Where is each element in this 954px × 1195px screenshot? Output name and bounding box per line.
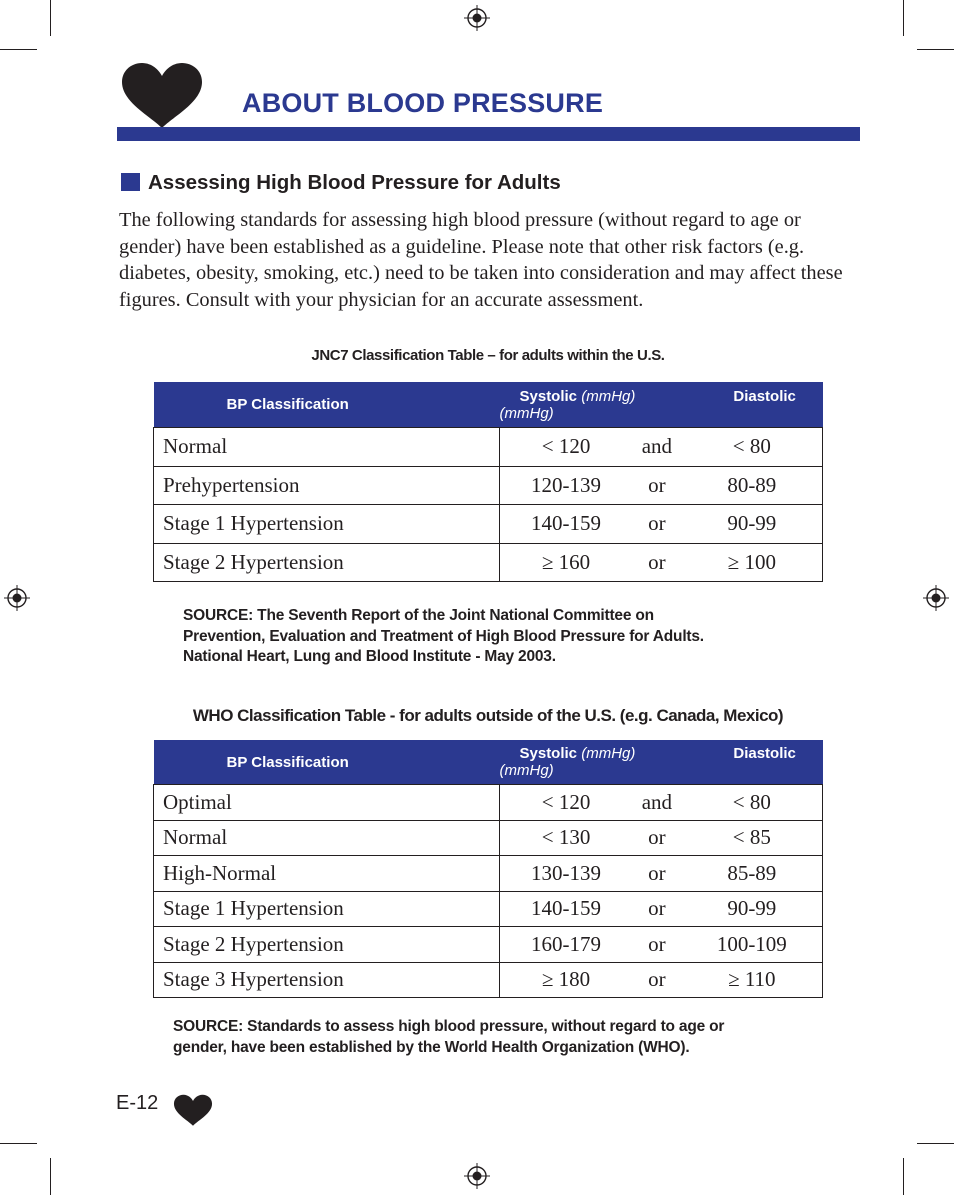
table-header-row bbox=[154, 740, 823, 785]
header-systolic-unit: (mmHg) bbox=[581, 745, 636, 762]
cell-classification: High-Normal bbox=[154, 856, 500, 892]
cell-conjunction: or bbox=[648, 860, 666, 885]
cell-values bbox=[500, 466, 823, 505]
table-row bbox=[154, 820, 823, 856]
cell-diastolic: < 85 bbox=[732, 825, 771, 850]
cell-diastolic: ≥ 100 bbox=[727, 549, 776, 574]
header-values bbox=[500, 740, 823, 785]
cell-values bbox=[500, 820, 823, 856]
crop-mark bbox=[903, 1158, 904, 1195]
jnc7-table-caption: JNC7 Classification Table – for adults within the U.S. bbox=[311, 347, 665, 364]
cell-values bbox=[500, 543, 823, 582]
crop-mark bbox=[0, 49, 37, 50]
header-diastolic-unit: (mmHg) bbox=[499, 404, 554, 422]
cell-conjunction: and bbox=[641, 789, 673, 814]
registration-mark-icon bbox=[923, 585, 949, 611]
header-systolic-unit: (mmHg) bbox=[581, 387, 636, 405]
crop-mark bbox=[903, 0, 904, 36]
header-systolic: Systolic bbox=[519, 387, 578, 405]
cell-conjunction: or bbox=[648, 896, 666, 921]
table-row bbox=[154, 962, 823, 998]
table-header-row bbox=[154, 382, 823, 428]
table-row bbox=[154, 466, 823, 505]
crop-mark bbox=[50, 1158, 51, 1195]
header-bp-classification: BP Classification bbox=[154, 740, 500, 785]
table-row bbox=[154, 856, 823, 892]
cell-conjunction: or bbox=[648, 967, 666, 992]
cell-classification: Normal bbox=[154, 428, 500, 467]
cell-values bbox=[500, 428, 823, 467]
cell-diastolic: < 80 bbox=[732, 434, 771, 459]
crop-mark bbox=[0, 1143, 37, 1144]
cell-diastolic: ≥ 110 bbox=[728, 967, 776, 992]
heart-icon bbox=[120, 62, 204, 128]
registration-mark-icon bbox=[464, 5, 490, 31]
cell-values bbox=[500, 785, 823, 821]
cell-classification: Stage 2 Hypertension bbox=[154, 927, 500, 963]
cell-systolic: 140-159 bbox=[531, 511, 602, 536]
page-number: E-12 bbox=[116, 1092, 159, 1114]
cell-systolic: < 120 bbox=[541, 789, 591, 814]
cell-conjunction: or bbox=[648, 549, 666, 574]
cell-conjunction: or bbox=[648, 931, 666, 956]
registration-mark-icon bbox=[4, 585, 30, 611]
cell-classification: Stage 2 Hypertension bbox=[154, 543, 500, 582]
cell-classification: Normal bbox=[154, 820, 500, 856]
cell-systolic: ≥ 180 bbox=[541, 967, 591, 992]
cell-classification: Stage 1 Hypertension bbox=[154, 505, 500, 544]
header-bp-classification: BP Classification bbox=[154, 382, 500, 428]
cell-conjunction: or bbox=[648, 472, 666, 497]
page-title: ABOUT BLOOD PRESSURE bbox=[242, 88, 604, 118]
who-classification-table bbox=[153, 740, 823, 998]
title-rule bbox=[117, 127, 860, 141]
heart-icon bbox=[173, 1094, 213, 1126]
table-row bbox=[154, 785, 823, 821]
crop-mark bbox=[917, 49, 954, 50]
jnc7-source-note: SOURCE: The Seventh Report of the Joint National Committee on Prevention, Evaluation and Treatment of High Blood Pressure for Adults. National Heart, Lung and Blood Institute - May 2003. bbox=[183, 607, 704, 665]
jnc7-classification-table bbox=[153, 382, 823, 582]
table-row bbox=[154, 505, 823, 544]
header-diastolic: Diastolic bbox=[733, 387, 796, 405]
cell-conjunction: and bbox=[641, 434, 673, 459]
section-bullet-square bbox=[121, 173, 140, 191]
table-row bbox=[154, 543, 823, 582]
intro-paragraph: The following standards for assessing high blood pressure (without regard to age or gender) have been established as a guideline. Please note that other risk factors (e.g. diabetes, obesity, smoking, etc.) need to be taken into consideration and may affect these figures. Consult with your physician for an accurate assessment. bbox=[119, 209, 843, 311]
cell-values bbox=[500, 962, 823, 998]
header-values bbox=[500, 382, 823, 428]
cell-systolic: 140-159 bbox=[531, 896, 602, 921]
cell-systolic: 160-179 bbox=[531, 931, 602, 956]
cell-diastolic: < 80 bbox=[732, 789, 771, 814]
cell-classification: Stage 3 Hypertension bbox=[154, 962, 500, 998]
cell-values bbox=[500, 505, 823, 544]
cell-diastolic: 100-109 bbox=[716, 931, 787, 956]
header-diastolic: Diastolic bbox=[733, 745, 796, 762]
cell-values bbox=[500, 927, 823, 963]
cell-values bbox=[500, 856, 823, 892]
cell-conjunction: or bbox=[648, 825, 666, 850]
who-table-caption: WHO Classification Table - for adults outside of the U.S. (e.g. Canada, Mexico) bbox=[192, 706, 784, 725]
section-heading: Assessing High Blood Pressure for Adults bbox=[148, 171, 561, 194]
header-systolic: Systolic bbox=[519, 745, 578, 762]
cell-conjunction: or bbox=[648, 511, 666, 536]
cell-diastolic: 80-89 bbox=[727, 472, 777, 497]
cell-systolic: < 130 bbox=[541, 825, 591, 850]
cell-systolic: < 120 bbox=[541, 434, 591, 459]
crop-mark bbox=[917, 1143, 954, 1144]
cell-systolic: 130-139 bbox=[531, 860, 602, 885]
registration-mark-icon bbox=[464, 1163, 490, 1189]
cell-diastolic: 90-99 bbox=[727, 896, 777, 921]
crop-mark bbox=[50, 0, 51, 36]
cell-diastolic: 90-99 bbox=[727, 511, 777, 536]
cell-classification: Stage 1 Hypertension bbox=[154, 891, 500, 927]
who-source-note: SOURCE: Standards to assess high blood pressure, without regard to age or gender, have been established by the World Health Organization (WHO). bbox=[173, 1018, 725, 1056]
cell-classification: Optimal bbox=[154, 785, 500, 821]
cell-values bbox=[500, 891, 823, 927]
table-row bbox=[154, 927, 823, 963]
header-diastolic-unit: (mmHg) bbox=[499, 762, 554, 779]
cell-classification: Prehypertension bbox=[154, 466, 500, 505]
table-row bbox=[154, 891, 823, 927]
cell-systolic: 120-139 bbox=[531, 472, 602, 497]
cell-systolic: ≥ 160 bbox=[541, 549, 591, 574]
table-row bbox=[154, 428, 823, 467]
cell-diastolic: 85-89 bbox=[727, 860, 777, 885]
